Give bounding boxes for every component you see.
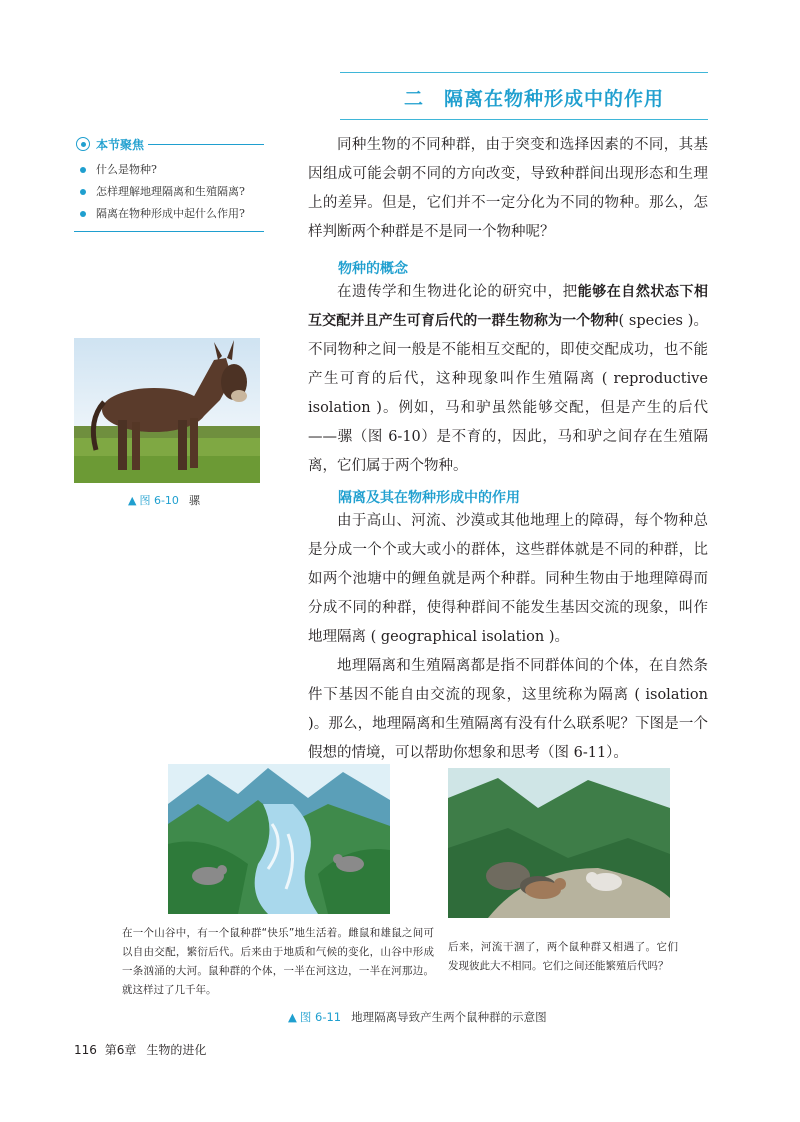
focus-item — [74, 203, 264, 225]
page-footer — [74, 1041, 206, 1058]
focus-item-text: 隔离在物种形成中起什么作用? — [96, 207, 245, 220]
section-title-bar — [340, 72, 708, 120]
focus-divider — [148, 144, 264, 145]
concept-rest: ( species )。不同物种之间一般是不能相互交配的，即使交配成功，也不能产生可育的后代，这种现象叫作生殖隔离 ( reproductive isolation )。例如，马和驴虽然能够交配，但是产生的后代——骡（图 6-10）是不育的，因此，马和驴之间存在生殖隔离，它们属于两个物种。 — [308, 313, 708, 474]
bullet-icon — [80, 167, 86, 173]
isolation-heading: 隔离及其在物种形成中的作用 — [338, 490, 520, 506]
chapter-title: 生物的进化 — [146, 1043, 207, 1057]
focus-item — [74, 159, 264, 181]
figure-6-11-story-left: 在一个山谷中，有一个鼠种群“快乐”地生活着。雌鼠和雄鼠之间可以自由交配，繁衍后代。后来由于地质和气候的变化，山谷中形成一条汹涌的大河。鼠种群的个体，一半在河这边，一半在河那边。就这样过了几千年。 — [122, 927, 434, 996]
target-icon — [76, 137, 90, 151]
triangle-icon: ▲ — [288, 1010, 297, 1024]
concept-lead: 在遗传学和生物进化论的研究中，把 — [337, 284, 578, 300]
focus-item-text: 什么是物种? — [96, 163, 157, 176]
figure-6-11-number: 图 6-11 — [299, 1010, 342, 1024]
section-number: 二 — [404, 88, 425, 110]
concept-paragraph — [308, 278, 708, 481]
mule-photo — [74, 338, 260, 483]
intro-paragraph: 同种生物的不同种群，由于突变和选择因素的不同，其基因组成可能会朝不同的方向改变，导致种群间出现形态和生理上的差异。但是，它们并不一定分化为不同的物种。那么，怎样判断两个种群是不是同一个物种呢？ — [308, 137, 708, 240]
figure-6-11-caption — [288, 1009, 547, 1025]
page-number: 116 — [74, 1043, 97, 1057]
isolation-paragraph-1: 由于高山、河流、沙漠或其他地理上的障碍，每个物种总是分成一个个或大或小的群体，这些群体就是不同的种群，比如两个池塘中的鲤鱼就是两个种群。同种生物由于地理障碍而分成不同的种群，使得种群间不能发生基因交流的现象，叫作地理隔离 ( geographical isolation )。 — [308, 513, 708, 645]
figure-6-10-number: 图 6-10 — [139, 494, 179, 507]
section-title — [404, 84, 664, 111]
focus-label: 本节聚焦 — [96, 137, 145, 152]
section-focus-box — [74, 133, 264, 232]
focus-list — [74, 159, 264, 232]
focus-item-text: 怎样理解地理隔离和生殖隔离? — [96, 185, 245, 198]
focus-header — [74, 133, 264, 155]
focus-item — [74, 181, 264, 203]
valley-river-illustration — [168, 764, 390, 914]
section-title-text: 隔离在物种形成中的作用 — [444, 88, 665, 110]
bullet-icon — [80, 189, 86, 195]
dried-river-illustration — [448, 768, 670, 918]
isolation-paragraph-2: 地理隔离和生殖隔离都是指不同群体间的个体，在自然条件下基因不能自由交流的现象，这里统称为隔离 ( isolation )。那么，地理隔离和生殖隔离有没有什么联系呢？下图是一个假想的情境，可以帮助你想象和思考（图 6-11）。 — [308, 658, 708, 761]
species-definition: 能够在自然状态下相互交配并且产生可育后代的一群生物称为一个物种 — [308, 284, 709, 329]
figure-6-11-story-right: 后来，河流干涸了，两个鼠种群又相遇了。它们发现彼此大不相同。它们之间还能繁殖后代吗？ — [448, 941, 678, 972]
chapter-number: 第6章 — [104, 1043, 137, 1057]
figure-6-10-caption — [128, 492, 200, 508]
bullet-icon — [80, 211, 86, 217]
figure-6-10-text: 骡 — [188, 494, 200, 507]
figure-6-11-text: 地理隔离导致产生两个鼠种群的示意图 — [351, 1010, 547, 1024]
triangle-icon: ▲ — [128, 494, 137, 507]
concept-heading: 物种的概念 — [338, 261, 408, 277]
